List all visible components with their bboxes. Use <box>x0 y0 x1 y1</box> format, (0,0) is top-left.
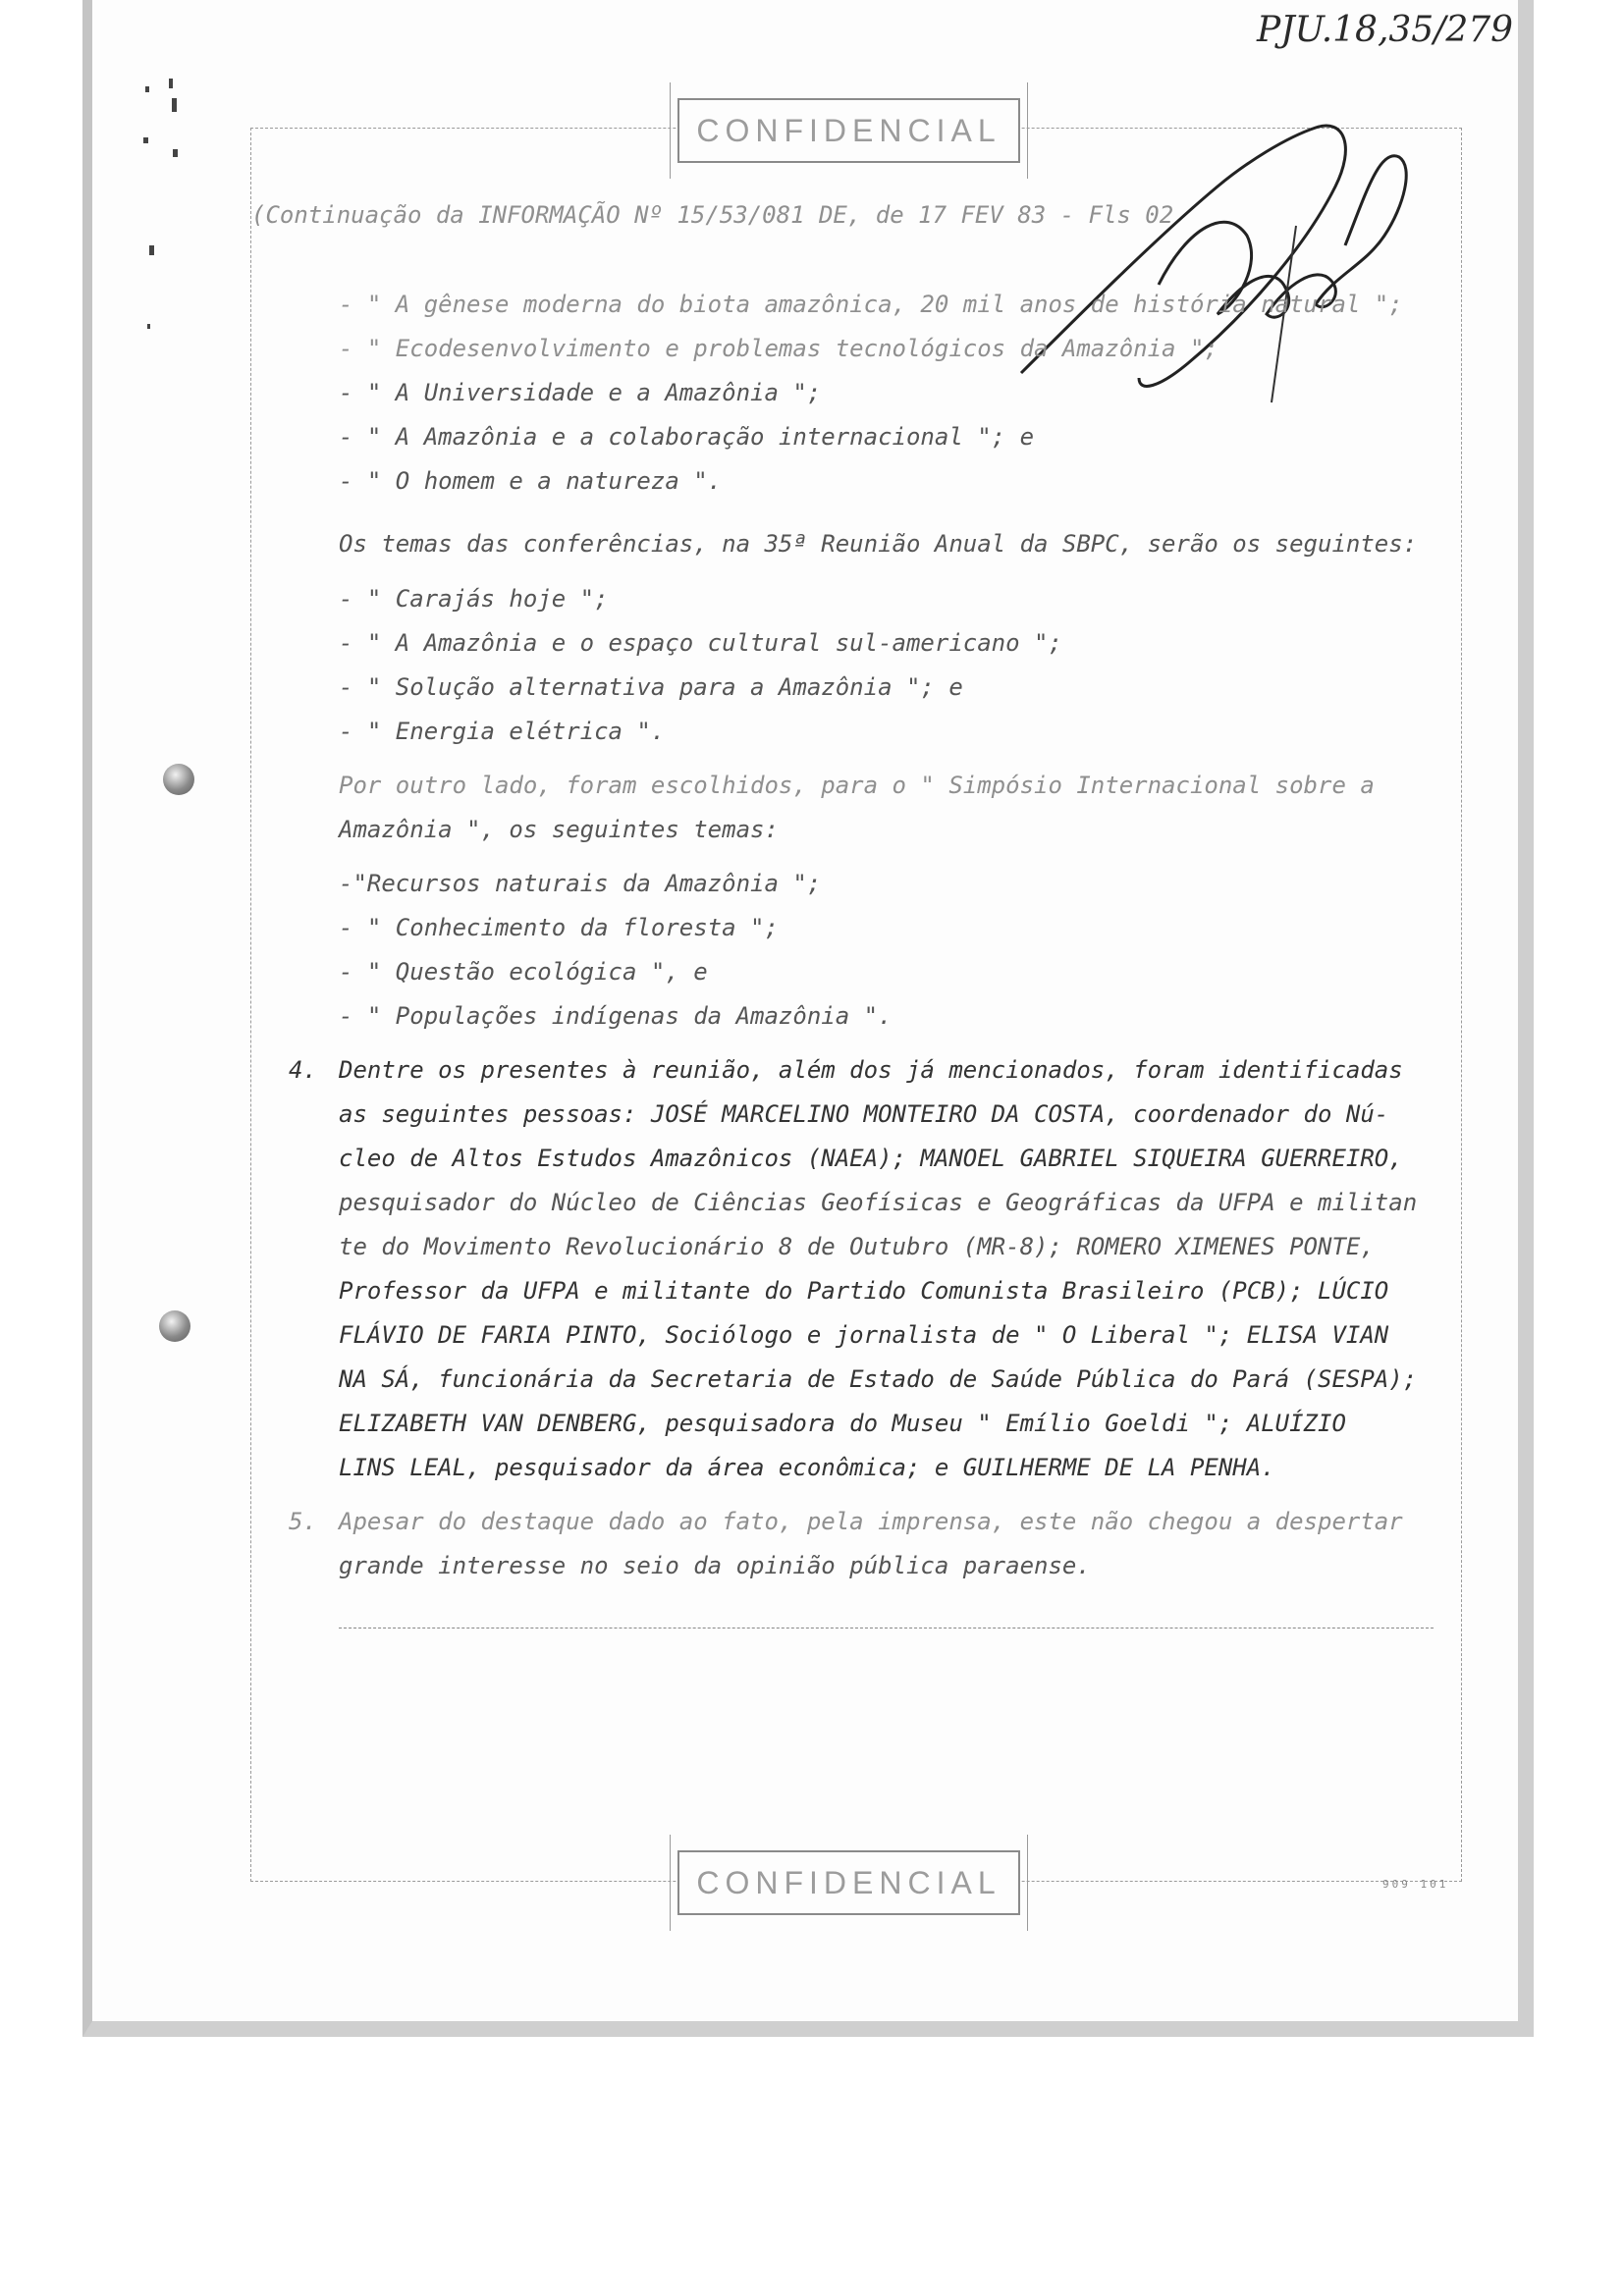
list-item: - " Questão ecológica ", e <box>339 958 708 986</box>
list-item: - " Solução alternativa para a Amazônia "; e <box>339 673 963 701</box>
paragraph-line: Por outro lado, foram escolhidos, para o " Simpósio Internacional sobre a <box>339 772 1375 799</box>
item-number: 5. <box>289 1508 317 1535</box>
scan-speck <box>169 79 173 88</box>
list-item: - " A Universidade e a Amazônia "; <box>339 379 822 406</box>
archive-reference: PJU.18,35/279 <box>1257 10 1514 50</box>
paragraph-conferences: Os temas das conferências, na 35ª Reunião Anual da SBPC, serão os seguintes: <box>339 530 1418 558</box>
list-item: - " O homem e a natureza ". <box>339 467 723 495</box>
scan-speck <box>149 245 154 255</box>
punch-hole <box>163 764 194 795</box>
paragraph-line: Professor da UFPA e militante do Partido Comunista Brasileiro (PCB); LÚCIO <box>339 1277 1389 1305</box>
list-item: -"Recursos naturais da Amazônia "; <box>339 870 822 897</box>
paragraph-line: cleo de Altos Estudos Amazônicos (NAEA); MANOEL GABRIEL SIQUEIRA GUERREIRO, <box>339 1145 1403 1172</box>
list-item: - " A gênese moderna do biota amazônica, 20 mil anos de história natural "; <box>339 291 1403 318</box>
paragraph-line: NA SÁ, funcionária da Secretaria de Estado de Saúde Pública do Pará (SESPA); <box>339 1365 1418 1393</box>
scan-speck <box>145 86 149 92</box>
paragraph-line: LINS LEAL, pesquisador da área econômica; e GUILHERME DE LA PENHA. <box>339 1454 1275 1481</box>
confidential-stamp-top: CONFIDENCIAL <box>677 98 1020 163</box>
scan-speck <box>143 137 148 143</box>
scan-speck <box>147 324 150 329</box>
continuation-header: (Continuação da INFORMAÇÃO Nº 15/53/081 DE, de 17 FEV 83 - Fls 02 <box>251 201 1174 229</box>
list-item: - " Energia elétrica ". <box>339 718 666 745</box>
confidential-stamp-bottom: CONFIDENCIAL <box>677 1850 1020 1915</box>
form-code: 909 101 <box>1382 1878 1449 1891</box>
scan-speck <box>172 98 177 112</box>
item-number: 4. <box>289 1056 317 1084</box>
list-item: - " A Amazônia e a colaboração internacional "; e <box>339 423 1035 451</box>
list-item: - " A Amazônia e o espaço cultural sul-americano "; <box>339 629 1062 657</box>
list-item: - " Populações indígenas da Amazônia ". <box>339 1002 893 1030</box>
paragraph-line: grande interesse no seio da opinião pública paraense. <box>339 1552 1091 1579</box>
paragraph-line: pesquisador do Núcleo de Ciências Geofísicas e Geográficas da UFPA e militan <box>339 1189 1418 1216</box>
paragraph-line: te do Movimento Revolucionário 8 de Outubro (MR-8); ROMERO XIMENES PONTE, <box>339 1233 1375 1260</box>
list-item: - " Conhecimento da floresta "; <box>339 914 779 941</box>
scan-speck <box>173 149 178 157</box>
paragraph-line: FLÁVIO DE FARIA PINTO, Sociólogo e jornalista de " O Liberal "; ELISA VIAN <box>339 1321 1389 1349</box>
paragraph-line: as seguintes pessoas: JOSÉ MARCELINO MONTEIRO DA COSTA, coordenador do Nú- <box>339 1100 1389 1128</box>
paragraph-line: Apesar do destaque dado ao fato, pela imprensa, este não chegou a despertar <box>339 1508 1403 1535</box>
paragraph-line: Amazônia ", os seguintes temas: <box>339 816 779 843</box>
list-item: - " Carajás hoje "; <box>339 585 609 613</box>
list-item: - " Ecodesenvolvimento e problemas tecnológicos da Amazônia "; <box>339 335 1218 362</box>
handwritten-signature <box>992 118 1424 412</box>
paragraph-line: ELIZABETH VAN DENBERG, pesquisadora do Museu " Emílio Goeldi "; ALUÍZIO <box>339 1410 1346 1437</box>
closing-rule <box>339 1628 1434 1629</box>
paragraph-line: Dentre os presentes à reunião, além dos já mencionados, foram identificadas <box>339 1056 1403 1084</box>
punch-hole <box>159 1310 190 1342</box>
